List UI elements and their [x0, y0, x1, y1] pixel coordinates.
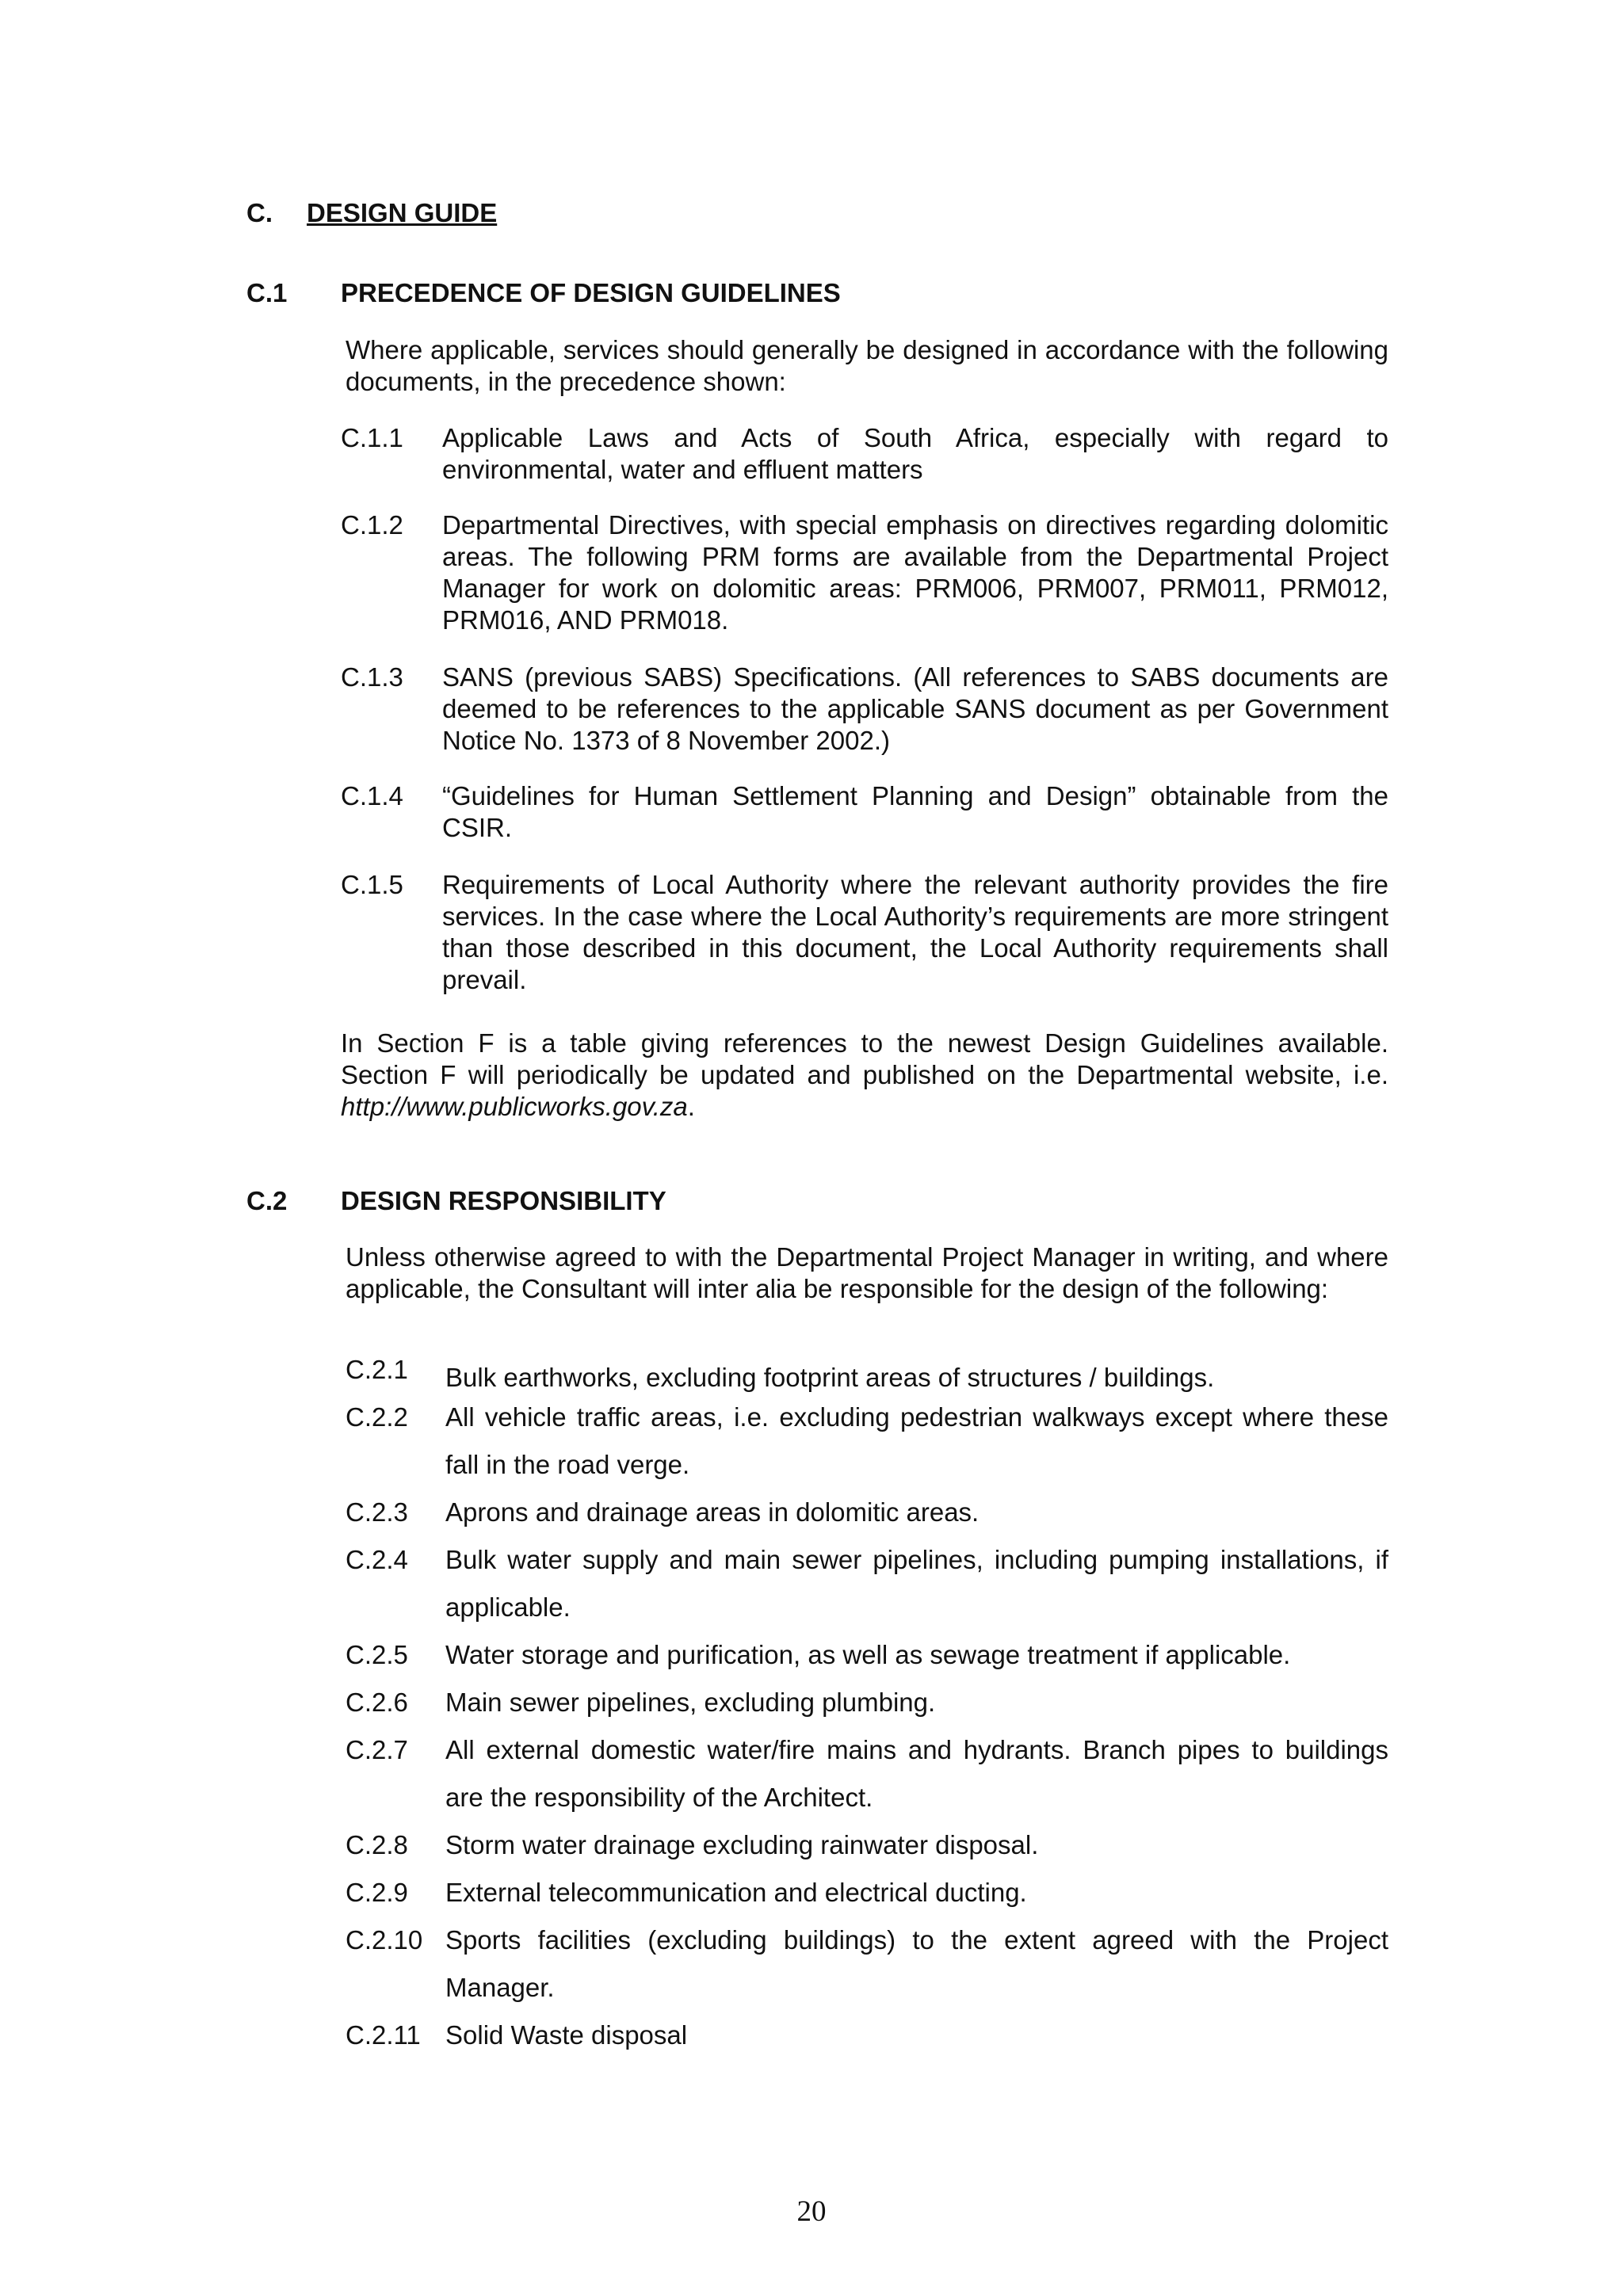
section-title: DESIGN GUIDE — [307, 198, 498, 227]
c2-item-text: Bulk water supply and main sewer pipelines, including pumping installations, if applicable. — [445, 1545, 1388, 1622]
c2-item-number: C.2.4 — [346, 1545, 408, 1574]
c2-item-number: C.2.6 — [346, 1688, 408, 1717]
c2-item-text: Bulk earthworks, excluding footprint areas of structures / buildings. — [445, 1363, 1215, 1392]
c1-item-text: Requirements of Local Authority where the relevant authority provides the fire services. In the case where the Local Authority’s requirements are more stringent than those described in this document, the Local Authority requirements shall prevail. — [442, 870, 1388, 994]
c2-item-number: C.2.10 — [346, 1925, 423, 1955]
section-letter: C. — [246, 198, 273, 227]
c2-item-text: Main sewer pipelines, excluding plumbing. — [445, 1688, 936, 1717]
c1-item-text: “Guidelines for Human Settlement Planning and Design” obtainable from the CSIR. — [442, 781, 1388, 842]
c2-item-text: External telecommunication and electrical ducting. — [445, 1878, 1027, 1907]
c2-number: C.2 — [246, 1186, 288, 1215]
c2-item-number: C.2.8 — [346, 1830, 408, 1859]
c2-item-text: Storm water drainage excluding rainwater disposal. — [445, 1830, 1039, 1859]
c2-item-number: C.2.1 — [346, 1355, 408, 1384]
c1-item-text: Departmental Directives, with special emphasis on directives regarding dolomitic areas. The following PRM forms are available from the Departmental Project Manager for work on dolomitic areas: PRM006, PRM007, PRM011, PRM012, PRM016, AND PRM018. — [442, 510, 1388, 635]
c1-item-number: C.1.2 — [341, 510, 403, 540]
website-link[interactable]: http://www.publicworks.gov.za — [341, 1092, 688, 1121]
c1-intro: Where applicable, services should generally be designed in accordance with the following documents, in the precedence shown: — [346, 335, 1388, 396]
c1-closing-period: . — [687, 1092, 695, 1121]
c1-item-number: C.1.1 — [341, 423, 403, 452]
c2-item-text: All external domestic water/fire mains and hydrants. Branch pipes to buildings are the responsibility of the Architect. — [445, 1735, 1388, 1812]
c1-item-number: C.1.4 — [341, 781, 403, 810]
c1-closing-paragraph — [341, 1028, 1388, 1123]
c2-item-number: C.2.11 — [346, 2020, 421, 2050]
c2-item-number: C.2.3 — [346, 1497, 408, 1527]
c1-number: C.1 — [246, 278, 288, 307]
c2-item-number: C.2.7 — [346, 1735, 408, 1764]
c2-intro: Unless otherwise agreed to with the Departmental Project Manager in writing, and where applicable, the Consultant will inter alia be responsible for the design of the following: — [346, 1242, 1388, 1303]
c2-item-text: Water storage and purification, as well as sewage treatment if applicable. — [445, 1640, 1291, 1669]
c2-item-text: Solid Waste disposal — [445, 2020, 688, 2050]
page-number: 20 — [796, 2195, 827, 2228]
c2-title: DESIGN RESPONSIBILITY — [341, 1186, 666, 1215]
c1-item-number: C.1.3 — [341, 662, 403, 692]
c2-item-number: C.2.2 — [346, 1402, 408, 1432]
c1-item-text: Applicable Laws and Acts of South Africa, especially with regard to environmental, water and effluent matters — [442, 423, 1388, 484]
c2-item-text: All vehicle traffic areas, i.e. excluding pedestrian walkways except where these fall in the road verge. — [445, 1402, 1388, 1479]
c1-item-number: C.1.5 — [341, 870, 403, 899]
c2-item-text: Sports facilities (excluding buildings) to the extent agreed with the Project Manager. — [445, 1925, 1388, 2002]
c1-closing-text: In Section F is a table giving references to the newest Design Guidelines available. Section F will periodically be updated and published on the Departmental website, i.e. — [341, 1028, 1388, 1089]
c1-title: PRECEDENCE OF DESIGN GUIDELINES — [341, 278, 841, 307]
c1-item-text: SANS (previous SABS) Specifications. (All references to SABS documents are deemed to be references to the applicable SANS document as per Government Notice No. 1373 of 8 November 2002.) — [442, 662, 1388, 755]
c2-item-number: C.2.9 — [346, 1878, 408, 1907]
c2-item-number: C.2.5 — [346, 1640, 408, 1669]
c2-item-text: Aprons and drainage areas in dolomitic areas. — [445, 1497, 980, 1527]
